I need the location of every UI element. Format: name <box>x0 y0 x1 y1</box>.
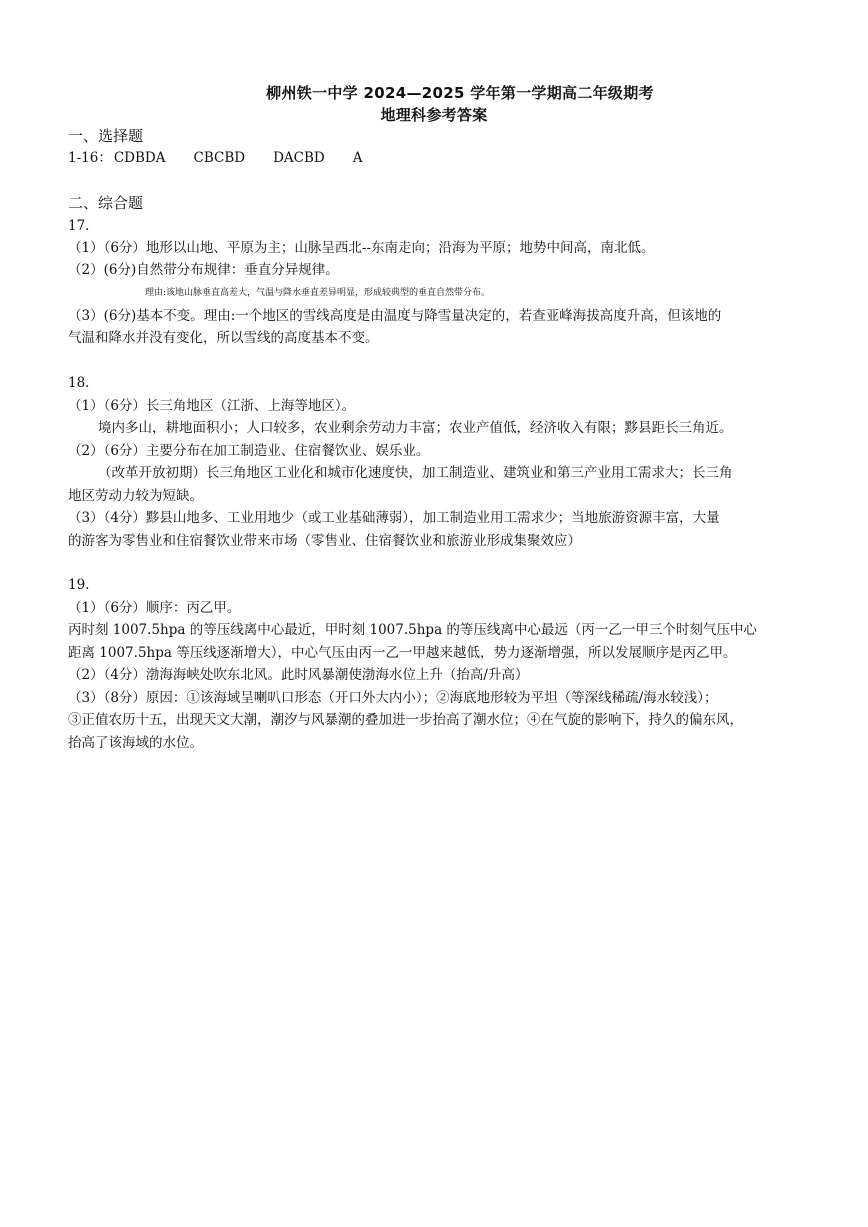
q18-answer-line: （1）（6分）长三角地区（江浙、上海等地区）。 <box>68 398 356 414</box>
q17-answer-line: （2）(6分)自然带分布规律：垂直分异规律。 <box>68 262 339 278</box>
q19-answer-line: ③正值农历十五，出现天文大潮，潮汐与风暴潮的叠加进一步抬高了潮水位；④在气旋的影响下，持久的偏东风， <box>68 712 743 728</box>
choice-answer-group: DACBD <box>273 150 325 166</box>
q19-answer-line: 距离 1007.5hpa 等压线逐渐增大），中心气压由丙一乙一甲越来越低，势力逐渐增强，所以发展顺序是丙乙甲。 <box>68 645 737 661</box>
choice-answers-row <box>68 148 808 169</box>
q18-answer-line: 境内多山，耕地面积小；人口较多，农业剩余劳动力丰富；农业产值低，经济收入有限；黟县距长三角近。 <box>98 420 733 436</box>
q19-answer-line: （1）（6分）顺序：丙乙甲。 <box>68 600 241 616</box>
q19-answer-line: 丙时刻 1007.5hpa 的等压线离中心最近，甲时刻 1007.5hpa 的等压线离中心最远（丙一乙一甲三个时刻气压中心 <box>68 622 757 638</box>
choice-answer-group: CDBDA <box>113 150 166 166</box>
q18-answer-line: （2）（6分）主要分布在加工制造业、住宿餐饮业、娱乐业。 <box>68 443 430 459</box>
choice-answer-group: CBCBD <box>193 150 246 166</box>
q19-answer-line: （3）（8分）原因：①该海域呈喇叭口形态（开口外大内小）；②海底地形较为平坦（等深线稀疏/海水较浅）； <box>68 690 718 706</box>
q19-answer-line: 抬高了该海域的水位。 <box>68 735 203 751</box>
q18-answer-line: （3）（4分）黟县山地多、工业用地少（或工业基础薄弱），加工制造业用工需求少；当地旅游资源丰富，大量 <box>68 510 720 526</box>
document-title: 柳州铁一中学 2024—2025 学年第一学期高二年级期考 <box>266 84 654 102</box>
question-number-19: 19. <box>68 577 90 593</box>
question-number-18: 18. <box>68 375 90 391</box>
question-number-17: 17. <box>68 218 90 234</box>
q18-answer-line: 地区劳动力较为短缺。 <box>68 488 203 504</box>
q17-answer-line: （3）(6分)基本不变。理由:一个地区的雪线高度是由温度与降雪量决定的，若查亚峰海拔高度升高，但该地的 <box>68 308 722 324</box>
choice-range-label: 1-16： <box>68 150 112 166</box>
q19-answer-line: （2）（4分）渤海海峡处吹东北风。此时风暴潮使渤海水位上升（抬高/升高） <box>68 667 529 683</box>
q18-answer-line: 的游客为零售业和住宿餐饮业带来市场（零售业、住宿餐饮业和旅游业形成集聚效应） <box>68 533 581 549</box>
section-heading-comprehensive: 二、综合题 <box>68 194 144 212</box>
q17-answer-line: 理由:该地山脉垂直高差大，气温与降水垂直差异明显，形成较典型的垂直自然带分布。 <box>145 288 491 298</box>
q17-answer-line: 气温和降水并没有变化，所以雪线的高度基本不变。 <box>68 330 379 346</box>
q18-answer-line: （改革开放初期）长三角地区工业化和城市化速度快，加工制造业、建筑业和第三产业用工需求大；长三角 <box>98 465 733 481</box>
choice-answer-group: A <box>352 150 363 166</box>
q17-answer-line: （1）（6分）地形以山地、平原为主；山脉呈西北--东南走向；沿海为平原；地势中间高，南北低。 <box>68 240 655 256</box>
document-subtitle: 地理科参考答案 <box>380 106 488 124</box>
section-heading-choice: 一、选择题 <box>68 127 144 145</box>
